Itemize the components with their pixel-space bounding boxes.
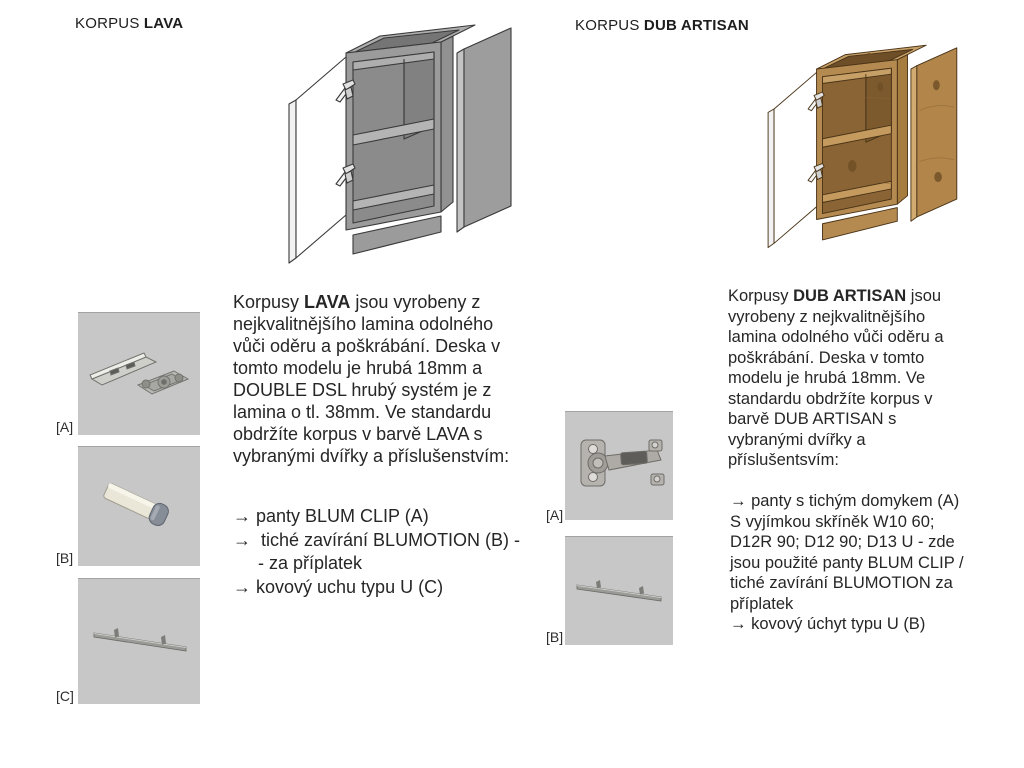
paragraph-text: Korpusy [728,287,794,305]
hardware-card-b [78,446,200,566]
list-item: - za příplatek [233,553,363,573]
u-handle-icon [78,579,200,704]
blum-clip-hinge-icon [78,313,200,435]
u-handle-icon [565,537,673,645]
list-item: tiché zavírání BLUMOTION za [730,574,953,592]
list-item: jsou použité panty BLUM CLIP / [730,553,964,572]
korpus-dub-artisan-title [575,17,749,34]
list-item: příplatek [730,594,794,613]
korpus-lava-title [75,15,183,32]
paragraph-text: jsou vyrobeny z nejkvalitnějšího lamina odolného vůči oděru a poškrábání. Deska v tomto modelu je hrubá 18mm a DOUBLE DSL hrubý systém je z lamina o tl. 38mm. Ve standardu obdržíte korpus v barvě LAVA s vybranými dvířky a příslušenstvím: [233,292,510,466]
paragraph-text: jsou vyrobeny z nejkvalitnějšího lamina odolného vůči oděru a poškrábání. Deska v tomto modelu je hrubá 18mm. Ve standardu obdržíte korpus v barvě DUB ARTISAN s vybranými dvířky a příslušentsvím: [728,287,944,469]
list-item: → panty s tichým domykem (A) [730,492,960,510]
title-bold: LAVA [143,15,184,32]
list-item: → kovový úchyt typu U (B) [730,615,926,633]
lava-accessories-list [233,505,533,599]
lava-cabinet-illustration [283,12,523,268]
hardware-card-c [78,578,200,704]
soft-close-cup-hinge-icon [565,412,673,520]
hardware-label-a: [A] [546,507,564,523]
paragraph-text: Korpusy [233,292,305,312]
hardware-card-a [78,312,200,435]
dub-artisan-description [728,286,953,471]
hardware-card-a [565,411,673,520]
hardware-label-b: [B] [56,550,74,566]
dub-artisan-accessories-list [730,491,965,635]
list-item: D12R 90; D12 90; D13 U - zde [730,533,955,551]
list-item: → panty BLUM CLIP (A) [233,506,429,526]
hardware-label-b: [B] [546,629,564,645]
paragraph-bold: LAVA [304,292,351,312]
title-prefix: KORPUS [575,17,644,34]
lava-description [233,291,529,467]
list-item: → kovový uchu typu U (C) [233,576,444,597]
blumotion-damper-icon [78,447,200,566]
dub-artisan-cabinet-illustration [763,25,967,261]
list-item: S vyjímkou skříněk W10 60; [730,512,935,531]
hardware-label-c: [C] [56,688,74,704]
title-bold: DUB ARTISAN [643,17,749,34]
hardware-label-a: [A] [56,419,74,435]
list-item: → tiché zavírání BLUMOTION (B) - [233,529,521,550]
hardware-card-b [565,536,673,645]
title-prefix: KORPUS [75,15,144,32]
paragraph-bold: DUB ARTISAN [793,287,907,305]
